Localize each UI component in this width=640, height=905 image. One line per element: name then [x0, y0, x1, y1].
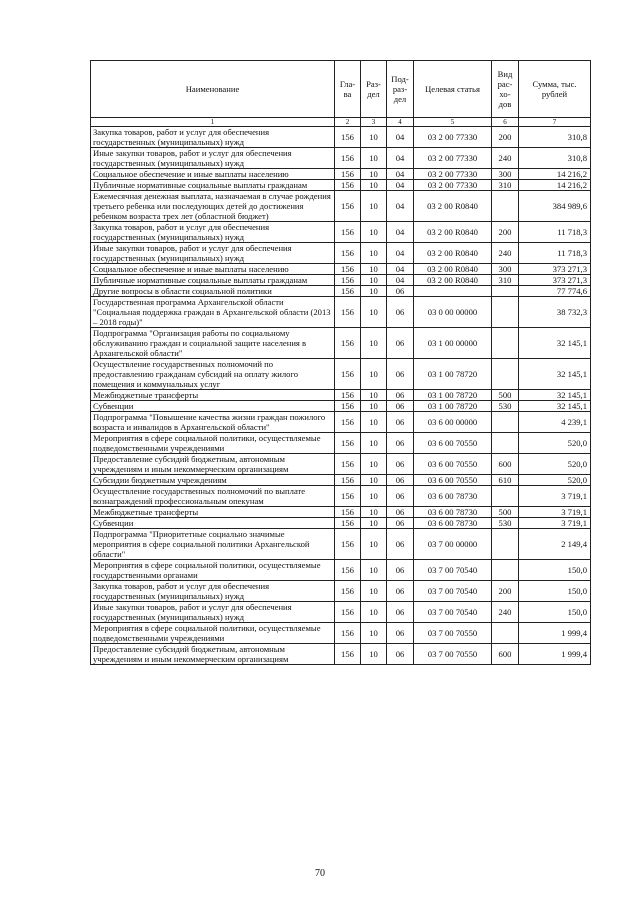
row-sum: 4 239,1 [519, 412, 591, 433]
row-name: Закупка товаров, работ и услуг для обеспечения государственных (муниципальных) нужд [91, 222, 335, 243]
row-vid [492, 412, 519, 433]
row-sum: 1 999,4 [519, 644, 591, 665]
row-glava: 156 [335, 475, 361, 486]
row-razdel: 10 [361, 191, 387, 222]
row-razdel: 10 [361, 169, 387, 180]
row-vid [492, 486, 519, 507]
row-name: Осуществление государственных полномочий по предоставлению гражданам субсидий на оплату жилого помещения и коммунальных услуг [91, 359, 335, 390]
row-name: Субвенции [91, 518, 335, 529]
table-row [91, 581, 591, 602]
row-podrazdel: 06 [387, 433, 414, 454]
table-row [91, 243, 591, 264]
row-name: Подпрограмма "Организация работы по социальному обслуживанию граждан и социальной защите населения в Архангельской области" [91, 328, 335, 359]
table-row [91, 486, 591, 507]
row-sum: 373 271,3 [519, 275, 591, 286]
row-target: 03 6 00 78730 [414, 486, 492, 507]
row-vid [492, 328, 519, 359]
row-podrazdel: 06 [387, 518, 414, 529]
row-podrazdel: 06 [387, 529, 414, 560]
row-target: 03 7 00 70540 [414, 602, 492, 623]
row-vid [492, 191, 519, 222]
row-glava: 156 [335, 169, 361, 180]
row-target: 03 6 00 70550 [414, 433, 492, 454]
table-row [91, 529, 591, 560]
row-vid: 610 [492, 475, 519, 486]
row-glava: 156 [335, 390, 361, 401]
row-glava: 156 [335, 623, 361, 644]
row-razdel: 10 [361, 581, 387, 602]
row-target: 03 6 00 78730 [414, 507, 492, 518]
row-vid: 240 [492, 148, 519, 169]
row-target: 03 7 00 70540 [414, 581, 492, 602]
header-razdel: Раз-дел [361, 61, 387, 118]
table-row [91, 602, 591, 623]
row-glava: 156 [335, 297, 361, 328]
row-glava: 156 [335, 412, 361, 433]
row-sum: 3 719,1 [519, 507, 591, 518]
row-glava: 156 [335, 401, 361, 412]
row-podrazdel: 06 [387, 644, 414, 665]
row-name: Предоставление субсидий бюджетным, автономным учреждениям и иным некоммерческим организациям [91, 454, 335, 475]
row-vid [492, 433, 519, 454]
row-podrazdel: 04 [387, 275, 414, 286]
row-sum: 32 145,1 [519, 390, 591, 401]
table-row [91, 222, 591, 243]
row-razdel: 10 [361, 486, 387, 507]
row-target: 03 6 00 70550 [414, 454, 492, 475]
row-sum: 150,0 [519, 560, 591, 581]
row-sum: 520,0 [519, 475, 591, 486]
row-vid: 240 [492, 602, 519, 623]
row-podrazdel: 06 [387, 328, 414, 359]
row-target: 03 2 00 77330 [414, 148, 492, 169]
row-vid: 500 [492, 507, 519, 518]
row-sum: 3 719,1 [519, 518, 591, 529]
row-name: Субсидии бюджетным учреждениям [91, 475, 335, 486]
row-sum: 77 774,6 [519, 286, 591, 297]
table-row [91, 433, 591, 454]
row-name: Предоставление субсидий бюджетным, автономным учреждениям и иным некоммерческим организациям [91, 644, 335, 665]
row-vid: 200 [492, 581, 519, 602]
row-podrazdel: 04 [387, 169, 414, 180]
row-vid [492, 359, 519, 390]
table-row [91, 148, 591, 169]
row-target: 03 1 00 78720 [414, 401, 492, 412]
table-row [91, 518, 591, 529]
row-name: Мероприятия в сфере социальной политики, осуществляемые подведомственными учреждениями [91, 433, 335, 454]
row-razdel: 10 [361, 286, 387, 297]
budget-table [90, 60, 591, 665]
row-razdel: 10 [361, 297, 387, 328]
row-target: 03 0 00 00000 [414, 297, 492, 328]
table-header-row [91, 61, 591, 118]
column-number: 7 [519, 118, 591, 127]
row-glava: 156 [335, 275, 361, 286]
row-vid: 500 [492, 390, 519, 401]
row-glava: 156 [335, 243, 361, 264]
row-glava: 156 [335, 359, 361, 390]
row-podrazdel: 04 [387, 127, 414, 148]
table-row [91, 644, 591, 665]
row-name: Подпрограмма "Приоритетные социально значимые мероприятия в сфере социальной политики Архангельской области" [91, 529, 335, 560]
row-razdel: 10 [361, 623, 387, 644]
row-sum: 1 999,4 [519, 623, 591, 644]
row-name: Субвенции [91, 401, 335, 412]
row-vid: 200 [492, 222, 519, 243]
row-glava: 156 [335, 486, 361, 507]
row-sum: 310,8 [519, 127, 591, 148]
row-podrazdel: 06 [387, 602, 414, 623]
row-target: 03 1 00 78720 [414, 390, 492, 401]
table-row [91, 127, 591, 148]
row-name: Ежемесячная денежная выплата, назначаемая в случае рождения третьего ребенка или последующих детей до достижения ребенком возраста трех лет (областной бюджет) [91, 191, 335, 222]
row-razdel: 10 [361, 529, 387, 560]
table-row [91, 191, 591, 222]
table-row [91, 412, 591, 433]
row-name: Межбюджетные трансферты [91, 507, 335, 518]
row-sum: 150,0 [519, 581, 591, 602]
row-razdel: 10 [361, 644, 387, 665]
row-target: 03 7 00 70550 [414, 644, 492, 665]
row-name: Межбюджетные трансферты [91, 390, 335, 401]
row-podrazdel: 06 [387, 507, 414, 518]
row-sum: 11 718,3 [519, 243, 591, 264]
row-razdel: 10 [361, 275, 387, 286]
row-sum: 3 719,1 [519, 486, 591, 507]
row-sum: 373 271,3 [519, 264, 591, 275]
row-target: 03 2 00 R0840 [414, 222, 492, 243]
row-glava: 156 [335, 518, 361, 529]
row-vid [492, 297, 519, 328]
header-target: Целевая статья [414, 61, 492, 118]
row-vid: 310 [492, 180, 519, 191]
header-vid: Вид рас-хо-дов [492, 61, 519, 118]
row-target: 03 2 00 77330 [414, 169, 492, 180]
row-razdel: 10 [361, 507, 387, 518]
row-vid: 240 [492, 243, 519, 264]
row-name: Другие вопросы в области социальной политики [91, 286, 335, 297]
table-row [91, 359, 591, 390]
row-podrazdel: 06 [387, 623, 414, 644]
row-target: 03 7 00 70540 [414, 560, 492, 581]
row-name: Социальное обеспечение и иные выплаты населению [91, 264, 335, 275]
row-glava: 156 [335, 328, 361, 359]
row-podrazdel: 06 [387, 412, 414, 433]
row-glava: 156 [335, 454, 361, 475]
budget-page [90, 60, 590, 665]
header-sum: Сумма, тыс. рублей [519, 61, 591, 118]
row-sum: 32 145,1 [519, 328, 591, 359]
row-name: Иные закупки товаров, работ и услуг для обеспечения государственных (муниципальных) нужд [91, 602, 335, 623]
row-razdel: 10 [361, 222, 387, 243]
row-name: Иные закупки товаров, работ и услуг для обеспечения государственных (муниципальных) нужд [91, 148, 335, 169]
row-target [414, 286, 492, 297]
row-podrazdel: 06 [387, 286, 414, 297]
row-target: 03 1 00 78720 [414, 359, 492, 390]
row-target: 03 2 00 R0840 [414, 275, 492, 286]
row-sum: 520,0 [519, 433, 591, 454]
row-razdel: 10 [361, 602, 387, 623]
row-podrazdel: 06 [387, 454, 414, 475]
table-row [91, 390, 591, 401]
table-row [91, 401, 591, 412]
table-row [91, 180, 591, 191]
row-sum: 520,0 [519, 454, 591, 475]
row-sum: 11 718,3 [519, 222, 591, 243]
row-vid [492, 623, 519, 644]
row-razdel: 10 [361, 412, 387, 433]
header-podrazdel: Под-раз-дел [387, 61, 414, 118]
row-name: Мероприятия в сфере социальной политики, осуществляемые подведомственными учреждениями [91, 623, 335, 644]
row-sum: 32 145,1 [519, 401, 591, 412]
row-podrazdel: 06 [387, 359, 414, 390]
row-target: 03 2 00 R0840 [414, 264, 492, 275]
row-razdel: 10 [361, 148, 387, 169]
row-vid: 300 [492, 169, 519, 180]
row-podrazdel: 04 [387, 148, 414, 169]
row-podrazdel: 04 [387, 264, 414, 275]
row-glava: 156 [335, 529, 361, 560]
table-row [91, 286, 591, 297]
row-podrazdel: 06 [387, 475, 414, 486]
table-row [91, 297, 591, 328]
column-number-row [91, 118, 591, 127]
row-razdel: 10 [361, 264, 387, 275]
row-glava: 156 [335, 191, 361, 222]
page-number: 70 [315, 868, 325, 879]
row-name: Закупка товаров, работ и услуг для обеспечения государственных (муниципальных) нужд [91, 581, 335, 602]
column-number: 2 [335, 118, 361, 127]
row-target: 03 7 00 70550 [414, 623, 492, 644]
table-row [91, 623, 591, 644]
row-glava: 156 [335, 264, 361, 275]
row-target: 03 2 00 77330 [414, 180, 492, 191]
table-row [91, 328, 591, 359]
row-name: Закупка товаров, работ и услуг для обеспечения государственных (муниципальных) нужд [91, 127, 335, 148]
row-podrazdel: 04 [387, 243, 414, 264]
header-name: Наименование [91, 61, 335, 118]
row-sum: 32 145,1 [519, 359, 591, 390]
row-target: 03 2 00 R0840 [414, 243, 492, 264]
row-glava: 156 [335, 222, 361, 243]
table-body [91, 127, 591, 665]
row-glava: 156 [335, 602, 361, 623]
row-target: 03 1 00 00000 [414, 328, 492, 359]
row-name: Публичные нормативные социальные выплаты гражданам [91, 180, 335, 191]
row-podrazdel: 06 [387, 560, 414, 581]
row-razdel: 10 [361, 475, 387, 486]
column-number: 1 [91, 118, 335, 127]
row-name: Подпрограмма "Повышение качества жизни граждан пожилого возраста и инвалидов в Архангельской области" [91, 412, 335, 433]
row-target: 03 6 00 00000 [414, 412, 492, 433]
row-razdel: 10 [361, 127, 387, 148]
row-sum: 14 216,2 [519, 180, 591, 191]
table-row [91, 454, 591, 475]
row-glava: 156 [335, 507, 361, 518]
row-razdel: 10 [361, 401, 387, 412]
table-row [91, 507, 591, 518]
header-glava: Гла-ва [335, 61, 361, 118]
table-row [91, 475, 591, 486]
row-vid: 530 [492, 401, 519, 412]
column-number: 6 [492, 118, 519, 127]
row-glava: 156 [335, 644, 361, 665]
row-glava: 156 [335, 560, 361, 581]
row-podrazdel: 06 [387, 486, 414, 507]
table-row [91, 264, 591, 275]
row-sum: 310,8 [519, 148, 591, 169]
row-vid [492, 529, 519, 560]
row-podrazdel: 06 [387, 390, 414, 401]
table-row [91, 560, 591, 581]
column-number: 3 [361, 118, 387, 127]
row-name: Иные закупки товаров, работ и услуг для обеспечения государственных (муниципальных) нужд [91, 243, 335, 264]
column-number: 5 [414, 118, 492, 127]
row-podrazdel: 06 [387, 297, 414, 328]
row-vid [492, 286, 519, 297]
row-glava: 156 [335, 148, 361, 169]
row-name: Публичные нормативные социальные выплаты гражданам [91, 275, 335, 286]
row-razdel: 10 [361, 454, 387, 475]
row-sum: 2 149,4 [519, 529, 591, 560]
row-glava: 156 [335, 127, 361, 148]
row-target: 03 2 00 77330 [414, 127, 492, 148]
row-podrazdel: 04 [387, 222, 414, 243]
row-name: Осуществление государственных полномочий по выплате вознаграждений профессиональным опекунам [91, 486, 335, 507]
row-sum: 38 732,3 [519, 297, 591, 328]
row-razdel: 10 [361, 180, 387, 191]
row-glava: 156 [335, 180, 361, 191]
table-row [91, 275, 591, 286]
row-sum: 384 989,6 [519, 191, 591, 222]
row-vid [492, 560, 519, 581]
row-razdel: 10 [361, 390, 387, 401]
row-name: Социальное обеспечение и иные выплаты населению [91, 169, 335, 180]
row-vid: 600 [492, 644, 519, 665]
row-podrazdel: 04 [387, 191, 414, 222]
row-vid: 600 [492, 454, 519, 475]
row-razdel: 10 [361, 328, 387, 359]
row-name: Государственная программа Архангельской области "Социальная поддержка граждан в Архангельской области (2013 – 2018 годы)" [91, 297, 335, 328]
row-razdel: 10 [361, 359, 387, 390]
row-target: 03 7 00 00000 [414, 529, 492, 560]
row-vid: 300 [492, 264, 519, 275]
row-razdel: 10 [361, 243, 387, 264]
row-podrazdel: 06 [387, 401, 414, 412]
row-target: 03 2 00 R0840 [414, 191, 492, 222]
row-vid: 310 [492, 275, 519, 286]
column-number: 4 [387, 118, 414, 127]
row-razdel: 10 [361, 433, 387, 454]
table-row [91, 169, 591, 180]
row-target: 03 6 00 70550 [414, 475, 492, 486]
row-name: Мероприятия в сфере социальной политики, осуществляемые государственными органами [91, 560, 335, 581]
row-podrazdel: 06 [387, 581, 414, 602]
row-glava: 156 [335, 433, 361, 454]
row-razdel: 10 [361, 560, 387, 581]
row-sum: 150,0 [519, 602, 591, 623]
row-vid: 200 [492, 127, 519, 148]
row-podrazdel: 04 [387, 180, 414, 191]
row-glava: 156 [335, 286, 361, 297]
row-sum: 14 216,2 [519, 169, 591, 180]
row-razdel: 10 [361, 518, 387, 529]
row-target: 03 6 00 78730 [414, 518, 492, 529]
row-glava: 156 [335, 581, 361, 602]
row-vid: 530 [492, 518, 519, 529]
